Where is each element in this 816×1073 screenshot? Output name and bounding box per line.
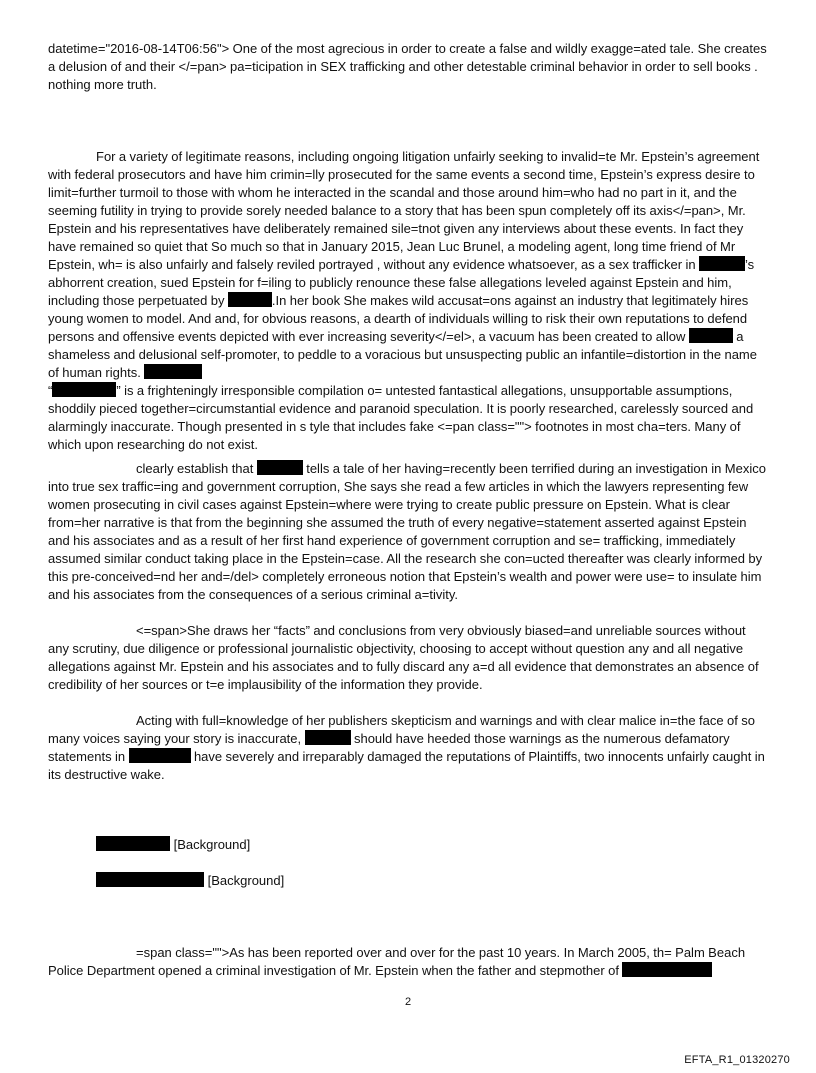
paragraph-2-text-b: ’s abhorrent creation, sued Epstein for f=iling to publicly renounce these false allegations leveled against Epstein and him, including those perpetuated by: [48, 257, 755, 308]
redaction-block: [96, 836, 170, 851]
paragraph-2-text-f: ” is a frighteningly irresponsible compilation o= untested fantastical allegations, unsupportable assumptions, shoddily pieced together=circumstantial evidence and paranoid speculation. It is poorly researched, carelessly sourced and alarmingly inaccurate. Though presented in s tyle that includes fake <=pan class=""> footnotes in most cha=ters. Many of which upon researching do not exist.: [48, 383, 754, 452]
paragraph-4: [48, 622, 770, 694]
paragraph-5: [48, 712, 770, 784]
paragraph-4-text: <=span>She draws her “facts” and conclusions from very obviously biased=and unreliable sources without any scrutiny, due diligence or professional journalistic objectivity, choosing to accept without question any and all negative allegations against Mr. Epstein and his associates and to fully discard any a=d all evidence that demonstrates an absence of credibility of her sources or t=e implausibility of the information they provide.: [48, 623, 759, 692]
paragraph-5-text-a: Acting with full=knowledge of her publishers skepticism and warnings and with clear malice in=the face of so many voices saying your story is inaccurate,: [48, 713, 755, 746]
background-label: [Background]: [207, 873, 285, 888]
paragraph-5-text-c: have severely and irreparably damaged the reputations of Plaintiffs, two innocents unfairly caught in its destructive wake.: [48, 749, 765, 782]
background-heading-2: [96, 872, 284, 890]
redaction-block: [129, 748, 191, 763]
background-heading-1: [96, 836, 250, 854]
paragraph-5-text-b: should have heeded those warnings as the numerous defamatory statements in: [48, 731, 730, 764]
paragraph-3-text-b: tells a tale of her having=recently been terrified during an investigation in Mexico into true sex traffic=ing and government corruption, She says she read a few articles in which the lawyers representing few women prosecuting in civil cases against Epstein=where were trying to create public pressure on Epstein. What is clear from=her narrative is that from the beginning she assumed the truth of every negative=statement asserted against Epstein and his associates and as a result of her first hand experience of government corruption and se= trafficking, immediately assumed similar conduct taking place in the Epstein=case. All the research she con=ucted thereafter was clearly informed by this pre-conceived=nd her and=/del> completely erroneous notion that Epstein’s wealth and power were use= to insulate him and his associates from the consequences of a serious criminal a=tivity.: [48, 461, 766, 602]
paragraph-2-text-c: .In her book She makes wild accusat=ons against an industry that legitimately hires young women to model. And and, for obvious reasons, a dearth of individuals willing to risk their own reputations to defend persons and offensive events depicted with ever increasing severity</=el>, a vacuum has been created to allow: [48, 293, 749, 344]
redaction-block: [228, 292, 272, 307]
paragraph-1: [48, 40, 770, 94]
redaction-block: [689, 328, 733, 343]
background-label: [Background]: [173, 837, 251, 852]
paragraph-2-text-a: For a variety of legitimate reasons, including ongoing litigation unfairly seeking to invalid=te Mr. Epstein’s agreement with federal prosecutors and have him crimin=lly prosecuted for the same events a second time, Epstein’s express desire to limit=further turmoil to those with whom he interacted in the scandal and those around him=who had no part in it, and the seeming futility in trying to provide sorely needed balance to a story that has been spun completely off its axis</=pan>, Mr. Epstein and his representatives have deliberately remained sile=tnot given any interviews about these events. In fact they have remained so quiet that So much so that in January 2015, Jean Luc Brunel, a modeling agent, long time friend of Mr Epstein, wh= is also unfairly and falsely reviled portrayed , without any evidence whatsoever, as a sex trafficker in: [48, 149, 760, 272]
redaction-block: [622, 962, 712, 977]
paragraph-6: [48, 944, 770, 980]
paragraph-2-text-d: a shameless and delusional self-promoter, to peddle to a voracious but unsuspecting public an infantile=distortion in the name of human rights.: [48, 329, 757, 380]
redaction-block: [52, 382, 116, 397]
redaction-block: [305, 730, 351, 745]
paragraph-1-text: datetime="2016-08-14T06:56"> One of the most agrecious in order to create a false and wildly exagge=ated tale. She creates a delusion of and their </=pan> pa=ticipation in SEX trafficking and other detestable criminal behavior in order to sell books . nothing more truth.: [48, 41, 767, 92]
paragraph-2: [48, 148, 770, 454]
page-number: 2: [404, 996, 412, 1008]
bates-number: EFTA_R1_01320270: [684, 1054, 790, 1066]
paragraph-6-text-a: =span class="">As has been reported over and over for the past 10 years. In March 2005, th= Palm Beach Police Department opened a criminal investigation of Mr. Epstein when the father and stepmother of: [48, 945, 746, 978]
redaction-block: [96, 872, 204, 887]
redaction-block: [699, 256, 745, 271]
redaction-block: [144, 364, 202, 379]
paragraph-3: [48, 460, 770, 604]
paragraph-3-text-a: clearly establish that: [136, 461, 257, 476]
paragraph-2-text-e: “: [48, 383, 53, 398]
redaction-block: [257, 460, 303, 475]
